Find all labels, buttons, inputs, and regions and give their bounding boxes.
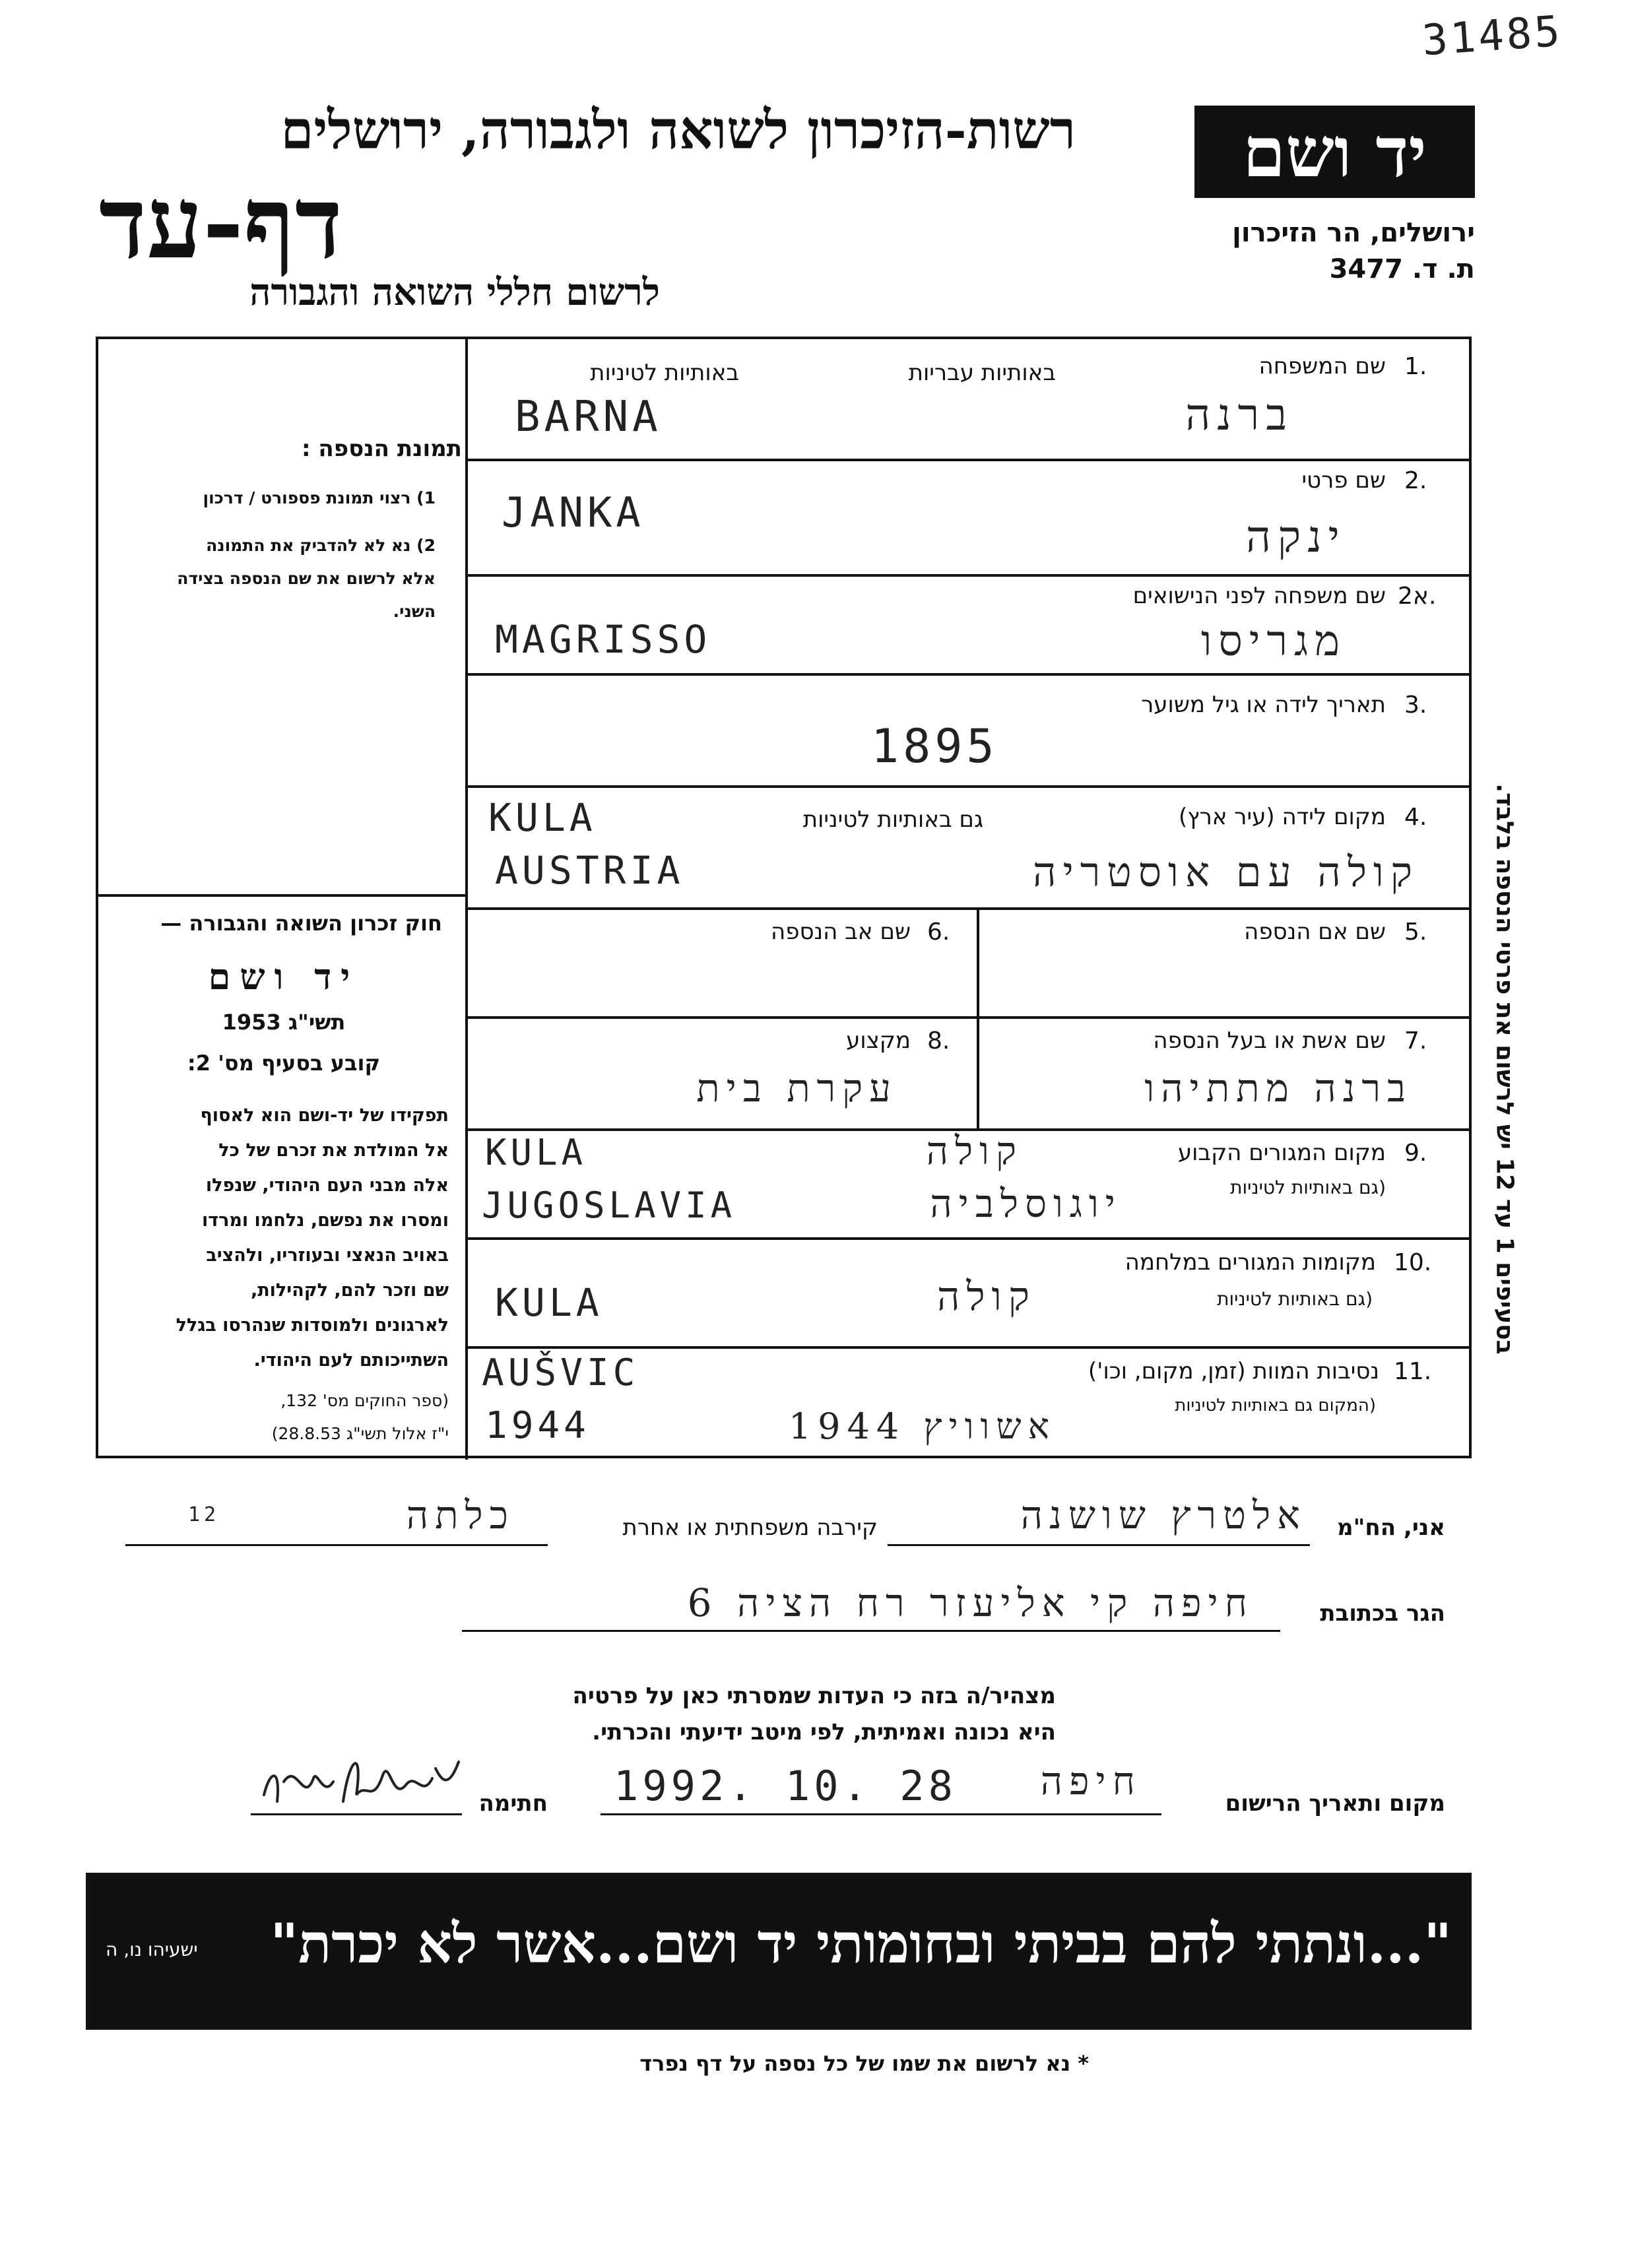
field-10-hebrew-value: קולה xyxy=(936,1274,1036,1320)
law-body-5: באויב הנאצי ובעוזריו, ולהציב xyxy=(206,1245,449,1266)
field-9-number: 9. xyxy=(1404,1140,1427,1167)
row-line xyxy=(465,673,1472,676)
field-4-number: 4. xyxy=(1404,804,1427,831)
declarant-line xyxy=(888,1544,1310,1546)
relation-line xyxy=(125,1544,548,1546)
field-4-label: מקום לידה (עיר ארץ) xyxy=(1178,804,1386,830)
place-date-label: מקום ותאריך הרישום xyxy=(1225,1790,1445,1817)
law-source: (ספר החוקים מס' 132, xyxy=(280,1391,449,1410)
logo-location: ירושלים, הר הזיכרון xyxy=(1232,218,1475,248)
row-line xyxy=(465,907,1472,910)
field-1-latin-header: באותיות לטיניות xyxy=(590,360,739,386)
law-body-1: תפקידו של יד-ושם הוא לאסוף xyxy=(200,1105,449,1126)
place-date-line xyxy=(601,1813,1161,1815)
field-5-label: שם אם הנספה xyxy=(1244,919,1386,945)
address-line xyxy=(462,1630,1280,1632)
statement-line-1: מצהיר/ה בזה כי העדות שמסרתי כאן על פרטיה xyxy=(572,1683,1056,1709)
banner-quote: "...ונתתי להם בביתי ובחומותי יד ושם...אשר לא יכרת" xyxy=(270,1912,1452,1976)
field-9-latin-country: JUGOSLAVIA xyxy=(482,1184,736,1226)
relation-value: כלתה xyxy=(406,1493,515,1538)
field-7-value: ברנה מתתיהו xyxy=(1144,1066,1412,1111)
law-body-8: השתייכותם לעם היהודי. xyxy=(253,1350,449,1371)
row-line xyxy=(465,574,1472,577)
banner-source: ישעיהו נו, ה xyxy=(106,1939,198,1960)
field-8-label: מקצוע xyxy=(846,1027,911,1054)
field-6-number: 6. xyxy=(927,919,950,946)
field-2a-label: שם משפחה לפני הנישואים xyxy=(1132,583,1386,609)
yad-vashem-logo xyxy=(1194,106,1475,198)
photo-note-2c: השני. xyxy=(393,602,436,621)
declarant-value: אלטרץ שושנה xyxy=(1020,1493,1307,1538)
row-line xyxy=(465,1016,1472,1019)
law-body-4: ומסרו את נפשם, נלחמו ומרדו xyxy=(201,1210,449,1231)
form-subtitle: לרשום חללי השואה והגבורה xyxy=(249,271,660,314)
field-1-label: שם המשפחה xyxy=(1258,353,1386,379)
law-heading: חוק זכרון השואה והגבורה — xyxy=(160,911,442,936)
field-11-number: 11. xyxy=(1394,1358,1432,1385)
field-4-hebrew-value: קולה עם אוסטריה xyxy=(1032,848,1419,896)
photo-note-2a: 2) נא לא להדביק את התמונה xyxy=(206,536,436,555)
field-10-label: מקומות המגורים במלחמה xyxy=(1125,1249,1376,1276)
field-7-number: 7. xyxy=(1404,1027,1427,1054)
field-10-number: 10. xyxy=(1394,1249,1432,1276)
law-clause: קובע בסעיף מס' 2: xyxy=(187,1051,381,1076)
field-3-label: תאריך לידה או גיל משוער xyxy=(1141,692,1386,718)
row-line xyxy=(465,785,1472,788)
field-7-label: שם אשת או בעל הנספה xyxy=(1153,1027,1386,1054)
field-11-latin-year: 1944 xyxy=(485,1404,590,1447)
law-source-date: י"ז אלול תשי"ג 28.8.53) xyxy=(271,1424,449,1443)
signature-label: חתימה xyxy=(478,1790,548,1817)
field-1-hebrew-value: ברנה xyxy=(1185,389,1293,440)
field-4-latin-country: AUSTRIA xyxy=(495,848,684,893)
side-note: בסעיפים 1 עד 12 יש לרשום את פרטי הנספה בלבד. xyxy=(1491,783,1518,1355)
relation-mark: 12 xyxy=(188,1503,220,1526)
field-5-number: 5. xyxy=(1404,919,1427,946)
field-4-latin-city: KULA xyxy=(488,795,597,840)
law-body-3: אלה מבני העם היהודי, שנפלו xyxy=(205,1175,449,1196)
law-year: תשי"ג 1953 xyxy=(222,1010,346,1035)
field-2-latin-value: JANKA xyxy=(502,488,645,536)
statement-line-2: היא נכונה ואמיתית, לפי מיטב ידיעתי והכרתי. xyxy=(592,1719,1056,1745)
field-9-label: מקום המגורים הקבוע xyxy=(1177,1140,1386,1166)
field-1-latin-value: BARNA xyxy=(515,393,662,441)
declarant-label: אני, הח"מ xyxy=(1337,1514,1445,1541)
field-4-latin-header: גם באותיות לטיניות xyxy=(802,806,983,833)
field-11-latin-place: AUŠVIC xyxy=(482,1351,639,1394)
authority-name: רשות-הזיכרון לשואה ולגבורה, ירושלים xyxy=(280,99,1076,161)
registration-place: חיפה xyxy=(1040,1759,1142,1803)
field-1-number: 1. xyxy=(1404,353,1427,380)
field-10-latin-value: KULA xyxy=(495,1280,603,1325)
field-2a-hebrew-value: מגריסו xyxy=(1200,617,1346,666)
registration-date: 1992. 10. 28 xyxy=(614,1762,957,1810)
law-body-7: לארגונים ולמוסדות שנהרסו בגלל xyxy=(176,1315,449,1336)
logo-text: יד ושם xyxy=(1243,111,1427,193)
field-11-label: נסיבות המוות (זמן, מקום, וכו') xyxy=(1088,1358,1379,1384)
field-9-sub: (גם באותיות לטיניות xyxy=(1230,1177,1386,1198)
field-1-hebrew-header: באותיות עבריות xyxy=(908,360,1056,386)
field-9-hebrew-city: קולה xyxy=(926,1128,1023,1173)
field-10-sub: (גם באותיות לטיניות xyxy=(1217,1288,1373,1310)
field-2-number: 2. xyxy=(1404,467,1427,494)
form-title: דף-עד xyxy=(99,165,343,281)
law-yad-vashem: יד ושם xyxy=(208,956,360,998)
field-11-sub: (המקום גם באותיות לטיניות xyxy=(1175,1396,1376,1415)
field-8-value: עקרת בית xyxy=(696,1066,897,1111)
row-line xyxy=(465,1346,1472,1349)
row-line xyxy=(465,459,1472,461)
law-body-2: אל המולדת את זכרם של כל xyxy=(218,1140,449,1161)
field-9-hebrew-country: יוגוסלביה xyxy=(930,1181,1122,1226)
field-2a-latin-value: MAGRISSO xyxy=(495,617,711,662)
po-box: ת. ד. 3477 xyxy=(1329,254,1475,284)
law-body-6: שם וזכר להם, לקהילות, xyxy=(250,1280,449,1301)
address-value: חיפה קי אליעזר רח הציה 6 xyxy=(687,1580,1254,1625)
row-7-8-divider xyxy=(977,1016,979,1130)
quote-banner xyxy=(86,1873,1472,2030)
field-2-label: שם פרטי xyxy=(1301,467,1386,494)
field-8-number: 8. xyxy=(927,1027,950,1054)
archive-number: 31485 xyxy=(1420,7,1564,66)
field-2-hebrew-value: ינקה xyxy=(1245,511,1346,562)
field-9-latin-city: KULA xyxy=(485,1132,587,1173)
row-line xyxy=(465,1237,1472,1240)
address-label: הגר בכתובת xyxy=(1320,1600,1445,1627)
field-6-label: שם אב הנספה xyxy=(771,919,911,945)
field-3-value: 1895 xyxy=(871,719,998,773)
field-11-hebrew-value: אשוויץ 1944 xyxy=(788,1406,1056,1447)
field-2a-number: 2א. xyxy=(1398,583,1437,610)
signature xyxy=(251,1742,469,1815)
footnote: * נא לרשום את שמו של כל נספה על דף נפרד xyxy=(639,2051,1089,2076)
field-3-number: 3. xyxy=(1404,692,1427,719)
photo-panel-title: תמונת הנספה : xyxy=(302,436,462,462)
left-panel-divider xyxy=(465,337,468,1460)
photo-note-1: 1) רצוי תמונת פספורט / דרכון xyxy=(203,488,436,507)
relation-label: קירבה משפחתית או אחרת xyxy=(622,1514,878,1541)
photo-note-2b: אלא לרשום את שם הנספה בצידה xyxy=(177,569,436,588)
left-panel-split xyxy=(96,894,467,897)
